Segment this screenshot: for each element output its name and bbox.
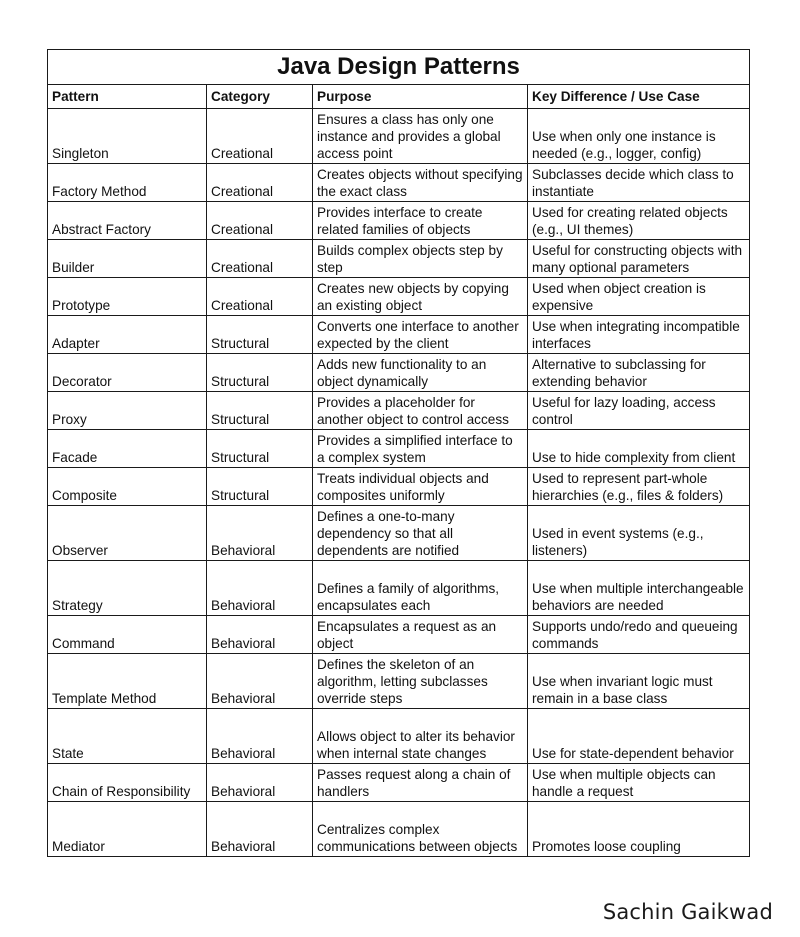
purpose-cell: Provides interface to create related families of objects [313, 202, 528, 240]
category-cell: Creational [207, 164, 313, 202]
title-row [48, 50, 750, 85]
purpose-cell: Encapsulates a request as an object [313, 616, 528, 654]
table-row [48, 506, 750, 561]
key-difference-cell: Used when object creation is expensive [528, 278, 750, 316]
pattern-cell: Builder [48, 240, 207, 278]
category-cell: Behavioral [207, 802, 313, 857]
purpose-cell: Creates objects without specifying the exact class [313, 164, 528, 202]
purpose-cell: Provides a simplified interface to a complex system [313, 430, 528, 468]
category-cell: Structural [207, 392, 313, 430]
key-difference-cell: Useful for lazy loading, access control [528, 392, 750, 430]
table-row [48, 802, 750, 857]
header-row [48, 85, 750, 109]
key-difference-cell: Use when only one instance is needed (e.g., logger, config) [528, 109, 750, 164]
pattern-cell: Decorator [48, 354, 207, 392]
table-row [48, 109, 750, 164]
pattern-cell: Abstract Factory [48, 202, 207, 240]
purpose-cell: Centralizes complex communications between objects [313, 802, 528, 857]
table-row [48, 430, 750, 468]
pattern-cell: Prototype [48, 278, 207, 316]
key-difference-cell: Promotes loose coupling [528, 802, 750, 857]
pattern-cell: Template Method [48, 654, 207, 709]
category-cell: Structural [207, 316, 313, 354]
pattern-cell: Strategy [48, 561, 207, 616]
column-header-key-difference: Key Difference / Use Case [528, 85, 750, 109]
table-row [48, 164, 750, 202]
key-difference-cell: Used for creating related objects (e.g., UI themes) [528, 202, 750, 240]
category-cell: Structural [207, 468, 313, 506]
category-cell: Behavioral [207, 506, 313, 561]
table-title: Java Design Patterns [48, 50, 750, 85]
category-cell: Structural [207, 430, 313, 468]
key-difference-cell: Use when multiple interchangeable behaviors are needed [528, 561, 750, 616]
table-row [48, 561, 750, 616]
column-header-purpose: Purpose [313, 85, 528, 109]
key-difference-cell: Use when invariant logic must remain in a base class [528, 654, 750, 709]
pattern-cell: Command [48, 616, 207, 654]
pattern-cell: Singleton [48, 109, 207, 164]
purpose-cell: Adds new functionality to an object dynamically [313, 354, 528, 392]
pattern-cell: Facade [48, 430, 207, 468]
design-patterns-sheet [47, 49, 749, 857]
category-cell: Creational [207, 278, 313, 316]
purpose-cell: Passes request along a chain of handlers [313, 764, 528, 802]
table-row [48, 316, 750, 354]
pattern-cell: Chain of Responsibility [48, 764, 207, 802]
author-credit: Sachin Gaikwad [602, 900, 773, 924]
category-cell: Behavioral [207, 764, 313, 802]
purpose-cell: Allows object to alter its behavior when internal state changes [313, 709, 528, 764]
category-cell: Behavioral [207, 616, 313, 654]
key-difference-cell: Use for state-dependent behavior [528, 709, 750, 764]
pattern-cell: Mediator [48, 802, 207, 857]
category-cell: Behavioral [207, 709, 313, 764]
table-row [48, 240, 750, 278]
purpose-cell: Defines the skeleton of an algorithm, letting subclasses override steps [313, 654, 528, 709]
category-cell: Creational [207, 240, 313, 278]
purpose-cell: Provides a placeholder for another object to control access [313, 392, 528, 430]
purpose-cell: Defines a family of algorithms, encapsulates each [313, 561, 528, 616]
category-cell: Structural [207, 354, 313, 392]
key-difference-cell: Use when multiple objects can handle a request [528, 764, 750, 802]
table-row [48, 709, 750, 764]
key-difference-cell: Alternative to subclassing for extending behavior [528, 354, 750, 392]
table-row [48, 278, 750, 316]
table-row [48, 616, 750, 654]
table-row [48, 392, 750, 430]
pattern-cell: State [48, 709, 207, 764]
table-row [48, 654, 750, 709]
table-row [48, 354, 750, 392]
pattern-cell: Factory Method [48, 164, 207, 202]
purpose-cell: Builds complex objects step by step [313, 240, 528, 278]
category-cell: Behavioral [207, 654, 313, 709]
purpose-cell: Ensures a class has only one instance and provides a global access point [313, 109, 528, 164]
category-cell: Creational [207, 202, 313, 240]
pattern-cell: Adapter [48, 316, 207, 354]
key-difference-cell: Use when integrating incompatible interfaces [528, 316, 750, 354]
column-header-category: Category [207, 85, 313, 109]
purpose-cell: Treats individual objects and composites uniformly [313, 468, 528, 506]
pattern-cell: Observer [48, 506, 207, 561]
purpose-cell: Creates new objects by copying an existing object [313, 278, 528, 316]
key-difference-cell: Useful for constructing objects with many optional parameters [528, 240, 750, 278]
table-row [48, 202, 750, 240]
category-cell: Behavioral [207, 561, 313, 616]
pattern-cell: Composite [48, 468, 207, 506]
table-row [48, 764, 750, 802]
category-cell: Creational [207, 109, 313, 164]
key-difference-cell: Used to represent part-whole hierarchies (e.g., files & folders) [528, 468, 750, 506]
table-row [48, 468, 750, 506]
key-difference-cell: Subclasses decide which class to instantiate [528, 164, 750, 202]
column-header-pattern: Pattern [48, 85, 207, 109]
key-difference-cell: Used in event systems (e.g., listeners) [528, 506, 750, 561]
purpose-cell: Defines a one-to-many dependency so that all dependents are notified [313, 506, 528, 561]
purpose-cell: Converts one interface to another expected by the client [313, 316, 528, 354]
pattern-cell: Proxy [48, 392, 207, 430]
design-patterns-table [47, 49, 750, 857]
key-difference-cell: Use to hide complexity from client [528, 430, 750, 468]
key-difference-cell: Supports undo/redo and queueing commands [528, 616, 750, 654]
